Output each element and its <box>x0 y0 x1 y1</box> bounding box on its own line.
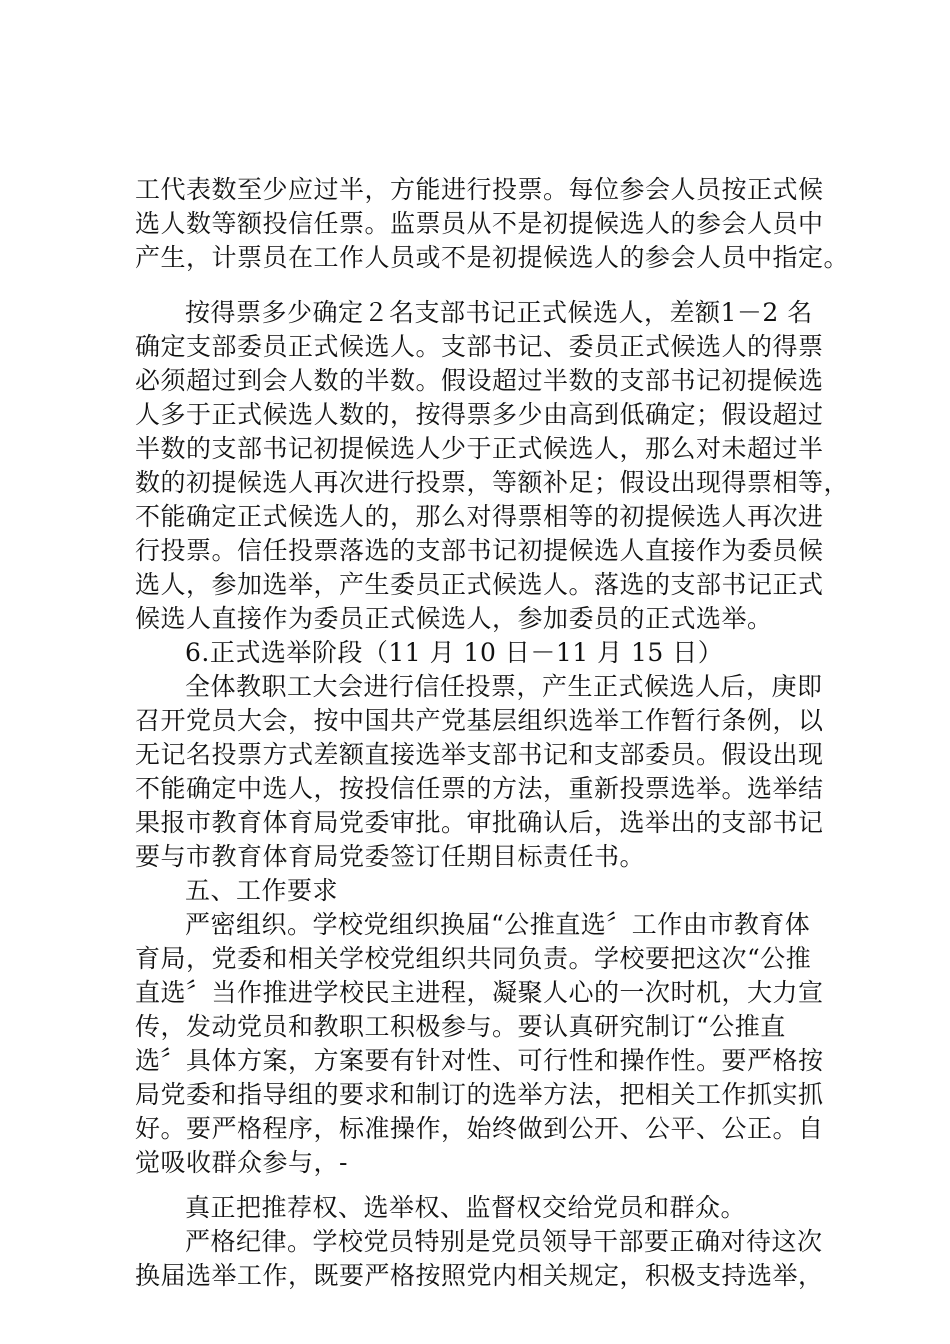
section-heading: 五、工作要求 <box>185 876 339 905</box>
text-line: 不能确定中选人，按投信任票的方法，重新投票选举。选举结 <box>135 774 824 803</box>
text-line: 产生，计票员在工作人员或不是初提候选人的参会人员中指定。 <box>135 243 850 272</box>
section-heading: 6.正式选举阶段（11 月 10 日－11 月 15 日） <box>185 638 724 667</box>
text-line: 严密组织。学校党组织换届“公推直选〞工作由市教育体 <box>185 910 811 939</box>
text-line: 确定支部委员正式候选人。支部书记、委员正式候选人的得票 <box>135 332 824 361</box>
text-line: 育局，党委和相关学校党组织共同负责。学校要把这次“公推 <box>135 944 812 973</box>
text-line: 严格纪律。学校党员特别是党员领导干部要正确对待这次 <box>185 1227 823 1256</box>
text-line: 传，发动党员和教职工积极参与。要认真研究制订“公推直 <box>135 1012 786 1041</box>
text-line: 数的初提候选人再次进行投票，等额补足；假设出现得票相等， <box>135 468 850 497</box>
text-line: 召开党员大会，按中国共产党基层组织选举工作暂行条例，以 <box>135 706 824 735</box>
text-line: 人多于正式候选人数的，按得票多少由高到低确定；假设超过 <box>135 400 824 429</box>
text-line: 觉吸收群众参与，- <box>135 1148 348 1177</box>
text-line: 选〞具体方案，方案要有针对性、可行性和操作性。要严格按 <box>135 1046 824 1075</box>
text-line: 半数的支部书记初提候选人少于正式候选人，那么对未超过半 <box>135 434 824 463</box>
text-line: 候选人直接作为委员正式候选人，参加委员的正式选举。 <box>135 604 773 633</box>
text-line: 行投票。信任投票落选的支部书记初提候选人直接作为委员候 <box>135 536 824 565</box>
text-line: 换届选举工作，既要严格按照党内相关规定，积极支持选举， <box>135 1261 824 1290</box>
text-line: 不能确定正式候选人的，那么对得票相等的初提候选人再次进 <box>135 502 824 531</box>
text-line: 必须超过到会人数的半数。假设超过半数的支部书记初提候选 <box>135 366 824 395</box>
text-line: 工代表数至少应过半，方能进行投票。每位参会人员按正式候 <box>135 175 824 204</box>
text-line: 局党委和指导组的要求和制订的选举方法，把相关工作抓实抓 <box>135 1080 824 1109</box>
text-line: 要与市教育体育局党委签订任期目标责任书。 <box>135 842 646 871</box>
text-line: 直选〞当作推进学校民主进程，凝聚人心的一次时机，大力宣 <box>135 978 824 1007</box>
text-line: 好。要严格程序，标准操作，始终做到公开、公平、公正。自 <box>135 1114 824 1143</box>
text-line: 无记名投票方式差额直接选举支部书记和支部委员。假设出现 <box>135 740 824 769</box>
text-line: 真正把推荐权、选举权、监督权交给党员和群众。 <box>185 1193 747 1222</box>
text-line: 全体教职工大会进行信任投票，产生正式候选人后，庚即 <box>185 672 823 701</box>
text-line: 选人数等额投信任票。监票员从不是初提候选人的参会人员中 <box>135 209 824 238</box>
text-line: 按得票多少确定２名支部书记正式候选人，差额1－2 名 <box>185 298 813 327</box>
text-line: 选人，参加选举，产生委员正式候选人。落选的支部书记正式 <box>135 570 824 599</box>
text-line: 果报市教育体育局党委审批。审批确认后，选举出的支部书记 <box>135 808 824 837</box>
